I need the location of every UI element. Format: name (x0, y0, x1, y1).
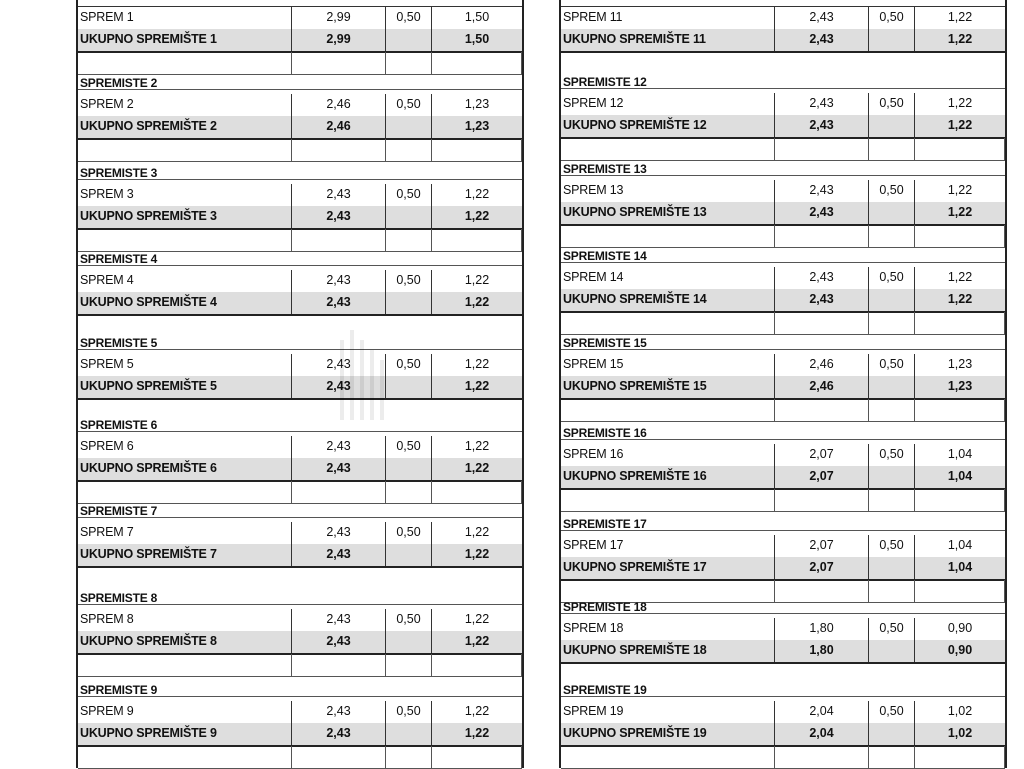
value-cell: 2,43 (775, 267, 869, 289)
empty-cell (561, 138, 775, 160)
empty-cell (869, 115, 915, 137)
total-label: UKUPNO SPREMIŠTE 12 (561, 115, 775, 137)
blank-row (561, 489, 1005, 512)
blank-row (561, 225, 1005, 248)
empty-cell (561, 489, 775, 511)
table-row (561, 535, 1005, 558)
row-label: SPREM 2 (78, 94, 292, 116)
table-row (78, 609, 522, 632)
empty-cell (386, 654, 432, 676)
value-cell: 1,80 (775, 618, 869, 640)
total-value: 1,23 (947, 379, 973, 393)
empty-cell (869, 225, 915, 247)
total-row (561, 557, 1005, 581)
value-cell: 1,22 (947, 270, 973, 284)
blank-row (561, 746, 1005, 769)
empty-cell (386, 631, 432, 653)
value-cell: 2,07 (775, 444, 869, 466)
value-cell: 0,50 (869, 618, 915, 640)
empty-cell (915, 138, 1005, 160)
total-row (561, 466, 1005, 490)
empty-cell (432, 52, 522, 74)
empty-cell (869, 640, 915, 662)
empty-cell (915, 312, 1005, 334)
empty-cell (386, 116, 432, 138)
value-cell: 0,50 (386, 184, 432, 206)
total-value: 1,22 (464, 379, 490, 393)
empty-cell (432, 481, 522, 503)
empty-cell (386, 292, 432, 314)
value-cell: 2,46 (292, 94, 386, 116)
total-value: 1,50 (464, 32, 490, 46)
empty-cell (869, 289, 915, 311)
empty-cell (386, 723, 432, 745)
value-cell: 2,43 (292, 354, 386, 376)
blank-row (78, 229, 522, 252)
total-value: 1,22 (464, 634, 490, 648)
value-cell: 2,43 (292, 270, 386, 292)
empty-cell (869, 202, 915, 224)
value-cell: 1,23 (947, 357, 973, 371)
section-title: SPREMISTE 19 (561, 682, 1005, 697)
empty-cell (78, 654, 292, 676)
value-cell: 1,22 (947, 183, 973, 197)
value-cell: 2,43 (292, 609, 386, 631)
value-cell: 1,22 (464, 612, 490, 626)
total-value: 1,22 (464, 461, 490, 475)
empty-cell (78, 746, 292, 768)
empty-cell (386, 52, 432, 74)
total-label: UKUPNO SPREMIŠTE 13 (561, 202, 775, 224)
value-cell: 0,50 (869, 180, 915, 202)
total-value: 2,07 (775, 557, 869, 579)
total-value: 2,43 (292, 376, 386, 398)
empty-cell (869, 466, 915, 488)
empty-cell (78, 229, 292, 251)
empty-cell (386, 544, 432, 566)
empty-cell (78, 139, 292, 161)
value-cell: 1,22 (464, 525, 490, 539)
empty-cell (432, 746, 522, 768)
empty-cell (915, 489, 1005, 511)
total-value: 2,43 (292, 458, 386, 480)
total-value: 1,22 (464, 726, 490, 740)
blank-row (561, 312, 1005, 335)
table-row (78, 270, 522, 293)
empty-cell (561, 225, 775, 247)
value-cell: 1,23 (464, 97, 490, 111)
value-cell: 0,50 (869, 354, 915, 376)
empty-cell (292, 52, 386, 74)
total-label: UKUPNO SPREMIŠTE 7 (78, 544, 292, 566)
row-label: SPREM 14 (561, 267, 775, 289)
total-value: 0,90 (947, 643, 973, 657)
total-value: 2,04 (775, 723, 869, 745)
right-table-column (559, 0, 1007, 768)
table-row (78, 94, 522, 117)
section-title: SPREMISTE 8 (78, 590, 522, 605)
blank-row (78, 139, 522, 162)
blank-row (78, 481, 522, 504)
value-cell: 0,50 (869, 267, 915, 289)
total-value: 2,43 (775, 29, 869, 51)
empty-cell (386, 458, 432, 480)
total-row (561, 29, 1005, 53)
section-title: SPREMISTE 16 (561, 425, 1005, 440)
total-value: 2,43 (775, 289, 869, 311)
value-cell: 2,43 (292, 701, 386, 723)
table-row (561, 618, 1005, 641)
total-label: UKUPNO SPREMIŠTE 9 (78, 723, 292, 745)
empty-cell (78, 52, 292, 74)
total-value: 2,43 (775, 202, 869, 224)
row-label: SPREM 4 (78, 270, 292, 292)
empty-cell (386, 206, 432, 228)
row-label: SPREM 18 (561, 618, 775, 640)
empty-cell (915, 399, 1005, 421)
table-row (561, 93, 1005, 116)
total-row (561, 115, 1005, 139)
value-cell: 0,50 (869, 444, 915, 466)
empty-cell (432, 139, 522, 161)
value-cell: 1,22 (464, 439, 490, 453)
value-cell: 1,22 (464, 704, 490, 718)
table-row (78, 184, 522, 207)
total-label: UKUPNO SPREMIŠTE 15 (561, 376, 775, 398)
total-value: 1,04 (947, 469, 973, 483)
section-title: SPREMISTE 14 (561, 248, 1005, 263)
total-value: 1,02 (947, 726, 973, 740)
empty-cell (915, 746, 1005, 768)
empty-cell (869, 557, 915, 579)
value-cell: 0,50 (386, 436, 432, 458)
row-label: SPREM 19 (561, 701, 775, 723)
total-label: UKUPNO SPREMIŠTE 11 (561, 29, 775, 51)
value-cell: 0,50 (386, 701, 432, 723)
value-cell: 2,46 (775, 354, 869, 376)
total-row (78, 376, 522, 400)
total-row (78, 292, 522, 316)
section-title: SPREMISTE 5 (78, 335, 522, 350)
empty-cell (561, 312, 775, 334)
total-value: 2,99 (292, 29, 386, 51)
empty-cell (561, 746, 775, 768)
blank-row (561, 138, 1005, 161)
total-label: UKUPNO SPREMIŠTE 8 (78, 631, 292, 653)
value-cell: 1,22 (947, 96, 973, 110)
value-cell: 2,43 (775, 93, 869, 115)
blank-row (78, 52, 522, 75)
empty-cell (386, 229, 432, 251)
total-value: 1,22 (947, 292, 973, 306)
total-row (561, 289, 1005, 313)
empty-cell (775, 399, 869, 421)
total-value: 1,80 (775, 640, 869, 662)
total-label: UKUPNO SPREMIŠTE 1 (78, 29, 292, 51)
total-value: 1,22 (464, 295, 490, 309)
total-row (78, 206, 522, 230)
table-row (78, 354, 522, 377)
total-row (561, 376, 1005, 400)
total-value: 1,23 (464, 119, 490, 133)
section-title: SPREMISTE 6 (78, 417, 522, 432)
value-cell: 0,50 (386, 270, 432, 292)
empty-cell (869, 376, 915, 398)
total-label: UKUPNO SPREMIŠTE 2 (78, 116, 292, 138)
total-label: UKUPNO SPREMIŠTE 18 (561, 640, 775, 662)
blank-row (78, 654, 522, 677)
empty-cell (869, 489, 915, 511)
empty-cell (775, 746, 869, 768)
total-value: 1,22 (947, 205, 973, 219)
table-row (78, 436, 522, 459)
total-value: 2,07 (775, 466, 869, 488)
empty-cell (78, 481, 292, 503)
total-row (78, 544, 522, 568)
row-label: SPREM 3 (78, 184, 292, 206)
empty-cell (915, 225, 1005, 247)
value-cell: 1,22 (464, 187, 490, 201)
total-row (561, 202, 1005, 226)
total-value: 1,04 (947, 560, 973, 574)
total-value: 1,22 (947, 118, 973, 132)
value-cell: 2,99 (292, 7, 386, 29)
total-row (561, 640, 1005, 664)
empty-cell (775, 489, 869, 511)
total-label: UKUPNO SPREMIŠTE 16 (561, 466, 775, 488)
value-cell: 1,04 (947, 447, 973, 461)
empty-cell (386, 746, 432, 768)
total-row (78, 458, 522, 482)
total-label: UKUPNO SPREMIŠTE 14 (561, 289, 775, 311)
section-title: SPREMISTE 15 (561, 335, 1005, 350)
total-label: UKUPNO SPREMIŠTE 4 (78, 292, 292, 314)
table-row (78, 701, 522, 724)
total-value: 2,46 (775, 376, 869, 398)
total-value: 2,43 (775, 115, 869, 137)
section-title: SPREMISTE 4 (78, 251, 522, 266)
value-cell: 0,50 (869, 535, 915, 557)
left-table-column (76, 0, 524, 768)
row-label: SPREM 15 (561, 354, 775, 376)
total-value: 1,22 (464, 547, 490, 561)
value-cell: 0,50 (386, 94, 432, 116)
empty-cell (869, 723, 915, 745)
empty-cell (386, 376, 432, 398)
table-row (561, 180, 1005, 203)
value-cell: 0,50 (386, 7, 432, 29)
value-cell: 2,43 (292, 522, 386, 544)
table-row (561, 444, 1005, 467)
total-row (78, 723, 522, 747)
section-title: SPREMISTE 9 (78, 682, 522, 697)
row-label: SPREM 1 (78, 7, 292, 29)
table-row (78, 7, 522, 30)
value-cell: 2,04 (775, 701, 869, 723)
value-cell: 1,22 (947, 10, 973, 24)
value-cell: 0,90 (947, 621, 973, 635)
value-cell: 0,50 (869, 701, 915, 723)
total-value: 2,43 (292, 206, 386, 228)
value-cell: 0,50 (386, 609, 432, 631)
total-row (561, 723, 1005, 747)
table-row (561, 701, 1005, 724)
value-cell: 0,50 (386, 522, 432, 544)
row-label: SPREM 16 (561, 444, 775, 466)
total-row (78, 631, 522, 655)
section-title: SPREMISTE 13 (561, 161, 1005, 176)
section-title: SPREMISTE 7 (78, 503, 522, 518)
empty-cell (869, 29, 915, 51)
total-value: 2,43 (292, 723, 386, 745)
blank-row (561, 399, 1005, 422)
value-cell: 1,50 (464, 10, 490, 24)
table-row (561, 7, 1005, 30)
total-value: 2,46 (292, 116, 386, 138)
blank-row (78, 746, 522, 769)
value-cell: 1,02 (947, 704, 973, 718)
table-row (561, 354, 1005, 377)
row-label: SPREM 12 (561, 93, 775, 115)
empty-cell (386, 139, 432, 161)
row-label: SPREM 6 (78, 436, 292, 458)
value-cell: 0,50 (869, 7, 915, 29)
empty-cell (775, 312, 869, 334)
row-label: SPREM 7 (78, 522, 292, 544)
total-row (78, 29, 522, 53)
empty-cell (775, 225, 869, 247)
empty-cell (869, 138, 915, 160)
total-label: UKUPNO SPREMIŠTE 5 (78, 376, 292, 398)
total-label: UKUPNO SPREMIŠTE 19 (561, 723, 775, 745)
section-title: SPREMISTE 12 (561, 74, 1005, 89)
empty-cell (869, 399, 915, 421)
row-label: SPREM 5 (78, 354, 292, 376)
section-title: SPREMISTE 17 (561, 516, 1005, 531)
total-value: 2,43 (292, 292, 386, 314)
empty-cell (292, 654, 386, 676)
empty-cell (432, 229, 522, 251)
empty-cell (386, 481, 432, 503)
total-value: 2,43 (292, 631, 386, 653)
value-cell: 1,22 (464, 357, 490, 371)
value-cell: 2,07 (775, 535, 869, 557)
section-title: SPREMISTE 3 (78, 165, 522, 180)
section-title: SPREMISTE 2 (78, 75, 522, 90)
empty-cell (292, 746, 386, 768)
total-label: UKUPNO SPREMIŠTE 17 (561, 557, 775, 579)
total-label: UKUPNO SPREMIŠTE 3 (78, 206, 292, 228)
empty-cell (869, 746, 915, 768)
total-row (78, 116, 522, 140)
value-cell: 2,43 (775, 7, 869, 29)
row-label: SPREM 11 (561, 7, 775, 29)
value-cell: 2,43 (292, 184, 386, 206)
empty-cell (869, 312, 915, 334)
empty-cell (386, 29, 432, 51)
total-value: 1,22 (464, 209, 490, 223)
empty-cell (292, 139, 386, 161)
value-cell: 1,04 (947, 538, 973, 552)
empty-cell (561, 399, 775, 421)
empty-cell (775, 138, 869, 160)
row-label: SPREM 13 (561, 180, 775, 202)
table-row (561, 267, 1005, 290)
total-label: UKUPNO SPREMIŠTE 6 (78, 458, 292, 480)
empty-cell (292, 229, 386, 251)
row-label: SPREM 9 (78, 701, 292, 723)
empty-cell (432, 654, 522, 676)
total-value: 1,22 (947, 32, 973, 46)
value-cell: 0,50 (386, 354, 432, 376)
row-label: SPREM 8 (78, 609, 292, 631)
value-cell: 2,43 (292, 436, 386, 458)
table-row (78, 522, 522, 545)
section-title: SPREMISTE 18 (561, 599, 1005, 614)
total-value: 2,43 (292, 544, 386, 566)
empty-cell (292, 481, 386, 503)
value-cell: 2,43 (775, 180, 869, 202)
value-cell: 1,22 (464, 273, 490, 287)
row-label: SPREM 17 (561, 535, 775, 557)
value-cell: 0,50 (869, 93, 915, 115)
